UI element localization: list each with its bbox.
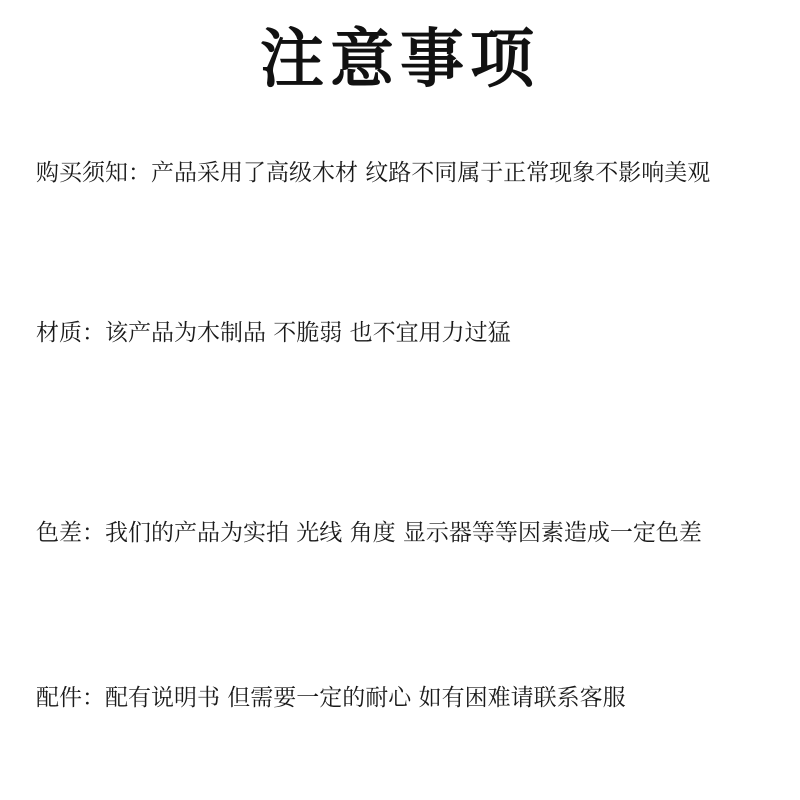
note-label: 购买须知： bbox=[36, 160, 151, 186]
note-text: 产品采用了高级木材 纹路不同属于正常现象不影响美观 bbox=[151, 160, 711, 186]
note-material bbox=[36, 318, 776, 348]
note-label: 色差： bbox=[36, 520, 105, 546]
note-accessories bbox=[36, 683, 776, 713]
note-label: 材质： bbox=[36, 320, 105, 346]
note-purchase-info bbox=[36, 158, 776, 188]
note-text: 该产品为木制品 不脆弱 也不宜用力过猛 bbox=[105, 320, 511, 346]
note-text: 我们的产品为实拍 光线 角度 显示器等等因素造成一定色差 bbox=[105, 520, 702, 546]
page-title: 注意事项 bbox=[260, 23, 540, 97]
note-text: 配有说明书 但需要一定的耐心 如有困难请联系客服 bbox=[105, 685, 626, 711]
note-color-difference bbox=[36, 518, 776, 548]
note-label: 配件： bbox=[36, 685, 105, 711]
